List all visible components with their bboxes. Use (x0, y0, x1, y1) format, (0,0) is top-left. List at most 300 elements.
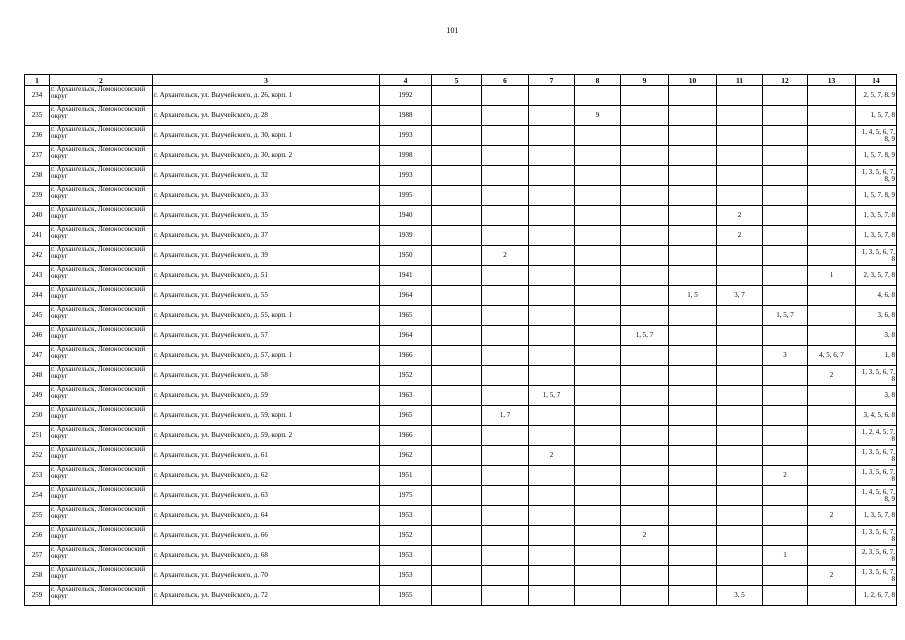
col7-cell (529, 166, 575, 186)
district-cell: г. Архангельск, Ломоносовский округ (50, 566, 153, 586)
col11-cell (717, 566, 763, 586)
col6-cell (482, 486, 529, 506)
district-cell: г. Архангельск, Ломоносовский округ (50, 446, 153, 466)
col13-cell: 2 (808, 506, 856, 526)
district-cell: г. Архангельск, Ломоносовский округ (50, 86, 153, 106)
district-cell: г. Архангельск, Ломоносовский округ (50, 426, 153, 446)
col9-cell (621, 586, 669, 606)
row-number: 249 (25, 386, 50, 406)
col6-cell (482, 106, 529, 126)
col8-cell (575, 166, 621, 186)
year-cell: 1964 (380, 286, 432, 306)
col10-cell (669, 446, 717, 466)
col11-cell (717, 526, 763, 546)
col5-cell (432, 126, 482, 146)
col5-cell (432, 166, 482, 186)
table-row (25, 586, 897, 606)
column-header-9: 9 (621, 75, 669, 86)
col12-cell (763, 266, 808, 286)
col8-cell (575, 286, 621, 306)
col9-cell (621, 426, 669, 446)
year-cell: 1966 (380, 426, 432, 446)
col12-cell (763, 326, 808, 346)
col7-cell (529, 286, 575, 306)
col14-cell: 1, 3, 5, 7, 8 (856, 206, 897, 226)
col5-cell (432, 346, 482, 366)
col12-cell: 3 (763, 346, 808, 366)
district-cell: г. Архангельск, Ломоносовский округ (50, 486, 153, 506)
col12-cell (763, 566, 808, 586)
column-header-8: 8 (575, 75, 621, 86)
row-number: 247 (25, 346, 50, 366)
col6-cell (482, 546, 529, 566)
table-row (25, 366, 897, 386)
col13-cell: 4, 5, 6, 7 (808, 346, 856, 366)
col6-cell (482, 446, 529, 466)
col14-cell: 1, 3, 5, 6, 7, 8 (856, 446, 897, 466)
col12-cell (763, 366, 808, 386)
col12-cell (763, 406, 808, 426)
address-cell: г. Архангельск, ул. Выучейского, д. 64 (153, 506, 380, 526)
col11-cell (717, 186, 763, 206)
col9-cell (621, 406, 669, 426)
col14-cell: 3, 6, 8 (856, 306, 897, 326)
year-cell: 1995 (380, 186, 432, 206)
col5-cell (432, 206, 482, 226)
table-row (25, 406, 897, 426)
col12-cell (763, 446, 808, 466)
col9-cell (621, 166, 669, 186)
col10-cell (669, 346, 717, 366)
col9-cell (621, 286, 669, 306)
row-number: 255 (25, 506, 50, 526)
col12-cell (763, 146, 808, 166)
col11-cell: 2 (717, 206, 763, 226)
col10-cell (669, 106, 717, 126)
col8-cell (575, 406, 621, 426)
col13-cell (808, 206, 856, 226)
year-cell: 1953 (380, 566, 432, 586)
col11-cell (717, 486, 763, 506)
col10-cell (669, 466, 717, 486)
col6-cell (482, 466, 529, 486)
col9-cell (621, 306, 669, 326)
col12-cell (763, 186, 808, 206)
row-number: 248 (25, 366, 50, 386)
col14-cell: 3, 8 (856, 326, 897, 346)
col13-cell (808, 526, 856, 546)
col6-cell (482, 346, 529, 366)
district-cell: г. Архангельск, Ломоносовский округ (50, 266, 153, 286)
col6-cell (482, 146, 529, 166)
col13-cell (808, 326, 856, 346)
row-number: 240 (25, 206, 50, 226)
year-cell: 1952 (380, 366, 432, 386)
row-number: 244 (25, 286, 50, 306)
table-row (25, 166, 897, 186)
col5-cell (432, 546, 482, 566)
district-cell: г. Архангельск, Ломоносовский округ (50, 506, 153, 526)
col14-cell: 2, 3, 5, 7, 8 (856, 266, 897, 286)
col14-cell: 1, 3, 5, 6, 7, 8, 9 (856, 166, 897, 186)
col5-cell (432, 146, 482, 166)
col7-cell (529, 106, 575, 126)
col7-cell (529, 466, 575, 486)
col5-cell (432, 486, 482, 506)
table-row (25, 86, 897, 106)
year-cell: 1952 (380, 526, 432, 546)
column-header-2: 2 (50, 75, 153, 86)
col7-cell (529, 586, 575, 606)
address-cell: г. Архангельск, ул. Выучейского, д. 32 (153, 166, 380, 186)
col8-cell (575, 186, 621, 206)
col9-cell (621, 386, 669, 406)
col6-cell (482, 326, 529, 346)
column-header-5: 5 (432, 75, 482, 86)
table-row (25, 186, 897, 206)
district-cell: г. Архангельск, Ломоносовский округ (50, 146, 153, 166)
col7-cell (529, 326, 575, 346)
table-row (25, 346, 897, 366)
col9-cell (621, 466, 669, 486)
row-number: 256 (25, 526, 50, 546)
col12-cell: 2 (763, 466, 808, 486)
col10-cell (669, 86, 717, 106)
district-cell: г. Архангельск, Ломоносовский округ (50, 166, 153, 186)
col5-cell (432, 406, 482, 426)
row-number: 241 (25, 226, 50, 246)
col8-cell (575, 386, 621, 406)
table-row (25, 126, 897, 146)
col5-cell (432, 586, 482, 606)
col11-cell (717, 346, 763, 366)
column-header-11: 11 (717, 75, 763, 86)
col14-cell: 1, 3, 5, 7, 8 (856, 226, 897, 246)
col7-cell (529, 306, 575, 326)
col14-cell: 1, 2, 4, 5, 7, 8 (856, 426, 897, 446)
col10-cell (669, 146, 717, 166)
row-number: 235 (25, 106, 50, 126)
col6-cell (482, 386, 529, 406)
col5-cell (432, 246, 482, 266)
address-cell: г. Архангельск, ул. Выучейского, д. 35 (153, 206, 380, 226)
col5-cell (432, 306, 482, 326)
col7-cell (529, 146, 575, 166)
col12-cell (763, 506, 808, 526)
table-row (25, 466, 897, 486)
col8-cell (575, 126, 621, 146)
address-cell: г. Архангельск, ул. Выучейского, д. 58 (153, 366, 380, 386)
col11-cell (717, 306, 763, 326)
col14-cell: 2, 5, 7, 8, 9 (856, 86, 897, 106)
col13-cell (808, 106, 856, 126)
col7-cell (529, 206, 575, 226)
col14-cell: 1, 3, 5, 7, 8 (856, 506, 897, 526)
col13-cell (808, 426, 856, 446)
col7-cell (529, 266, 575, 286)
col8-cell (575, 426, 621, 446)
col13-cell (808, 386, 856, 406)
col10-cell (669, 326, 717, 346)
col9-cell (621, 506, 669, 526)
col6-cell (482, 186, 529, 206)
table-body (25, 86, 897, 606)
col10-cell (669, 586, 717, 606)
year-cell: 1993 (380, 126, 432, 146)
column-header-13: 13 (808, 75, 856, 86)
col9-cell (621, 246, 669, 266)
col14-cell: 1, 3, 5, 6, 7, 8 (856, 526, 897, 546)
col14-cell: 1, 5, 7, 8, 9 (856, 146, 897, 166)
col8-cell (575, 86, 621, 106)
col5-cell (432, 506, 482, 526)
row-number: 258 (25, 566, 50, 586)
col10-cell (669, 406, 717, 426)
col11-cell (717, 146, 763, 166)
col13-cell: 2 (808, 366, 856, 386)
column-header-4: 4 (380, 75, 432, 86)
district-cell: г. Архангельск, Ломоносовский округ (50, 186, 153, 206)
column-header-12: 12 (763, 75, 808, 86)
address-cell: г. Архангельск, ул. Выучейского, д. 51 (153, 266, 380, 286)
district-cell: г. Архангельск, Ломоносовский округ (50, 126, 153, 146)
column-header-6: 6 (482, 75, 529, 86)
col13-cell: 2 (808, 566, 856, 586)
col9-cell (621, 146, 669, 166)
col7-cell (529, 86, 575, 106)
col5-cell (432, 106, 482, 126)
district-cell: г. Архангельск, Ломоносовский округ (50, 226, 153, 246)
col8-cell (575, 446, 621, 466)
district-cell: г. Архангельск, Ломоносовский округ (50, 346, 153, 366)
header-row (25, 75, 897, 86)
address-cell: г. Архангельск, ул. Выучейского, д. 30, корп. 2 (153, 146, 380, 166)
col12-cell (763, 166, 808, 186)
column-header-7: 7 (529, 75, 575, 86)
col12-cell (763, 246, 808, 266)
col8-cell (575, 146, 621, 166)
row-number: 251 (25, 426, 50, 446)
table-row (25, 486, 897, 506)
col12-cell (763, 586, 808, 606)
col5-cell (432, 266, 482, 286)
col13-cell (808, 466, 856, 486)
col9-cell (621, 346, 669, 366)
col9-cell (621, 566, 669, 586)
col12-cell: 1 (763, 546, 808, 566)
col14-cell: 1, 4, 5, 6, 7, 8, 9 (856, 126, 897, 146)
col7-cell (529, 506, 575, 526)
district-cell: г. Архангельск, Ломоносовский округ (50, 286, 153, 306)
col8-cell: 9 (575, 106, 621, 126)
col9-cell (621, 366, 669, 386)
row-number: 252 (25, 446, 50, 466)
col7-cell (529, 366, 575, 386)
col8-cell (575, 226, 621, 246)
col13-cell (808, 486, 856, 506)
col11-cell (717, 106, 763, 126)
col10-cell (669, 546, 717, 566)
col11-cell (717, 386, 763, 406)
year-cell: 1950 (380, 246, 432, 266)
col10-cell: 1, 5 (669, 286, 717, 306)
col7-cell (529, 426, 575, 446)
row-number: 236 (25, 126, 50, 146)
table-row (25, 146, 897, 166)
col7-cell (529, 346, 575, 366)
district-cell: г. Архангельск, Ломоносовский округ (50, 546, 153, 566)
address-cell: г. Архангельск, ул. Выучейского, д. 59, корп. 2 (153, 426, 380, 446)
col13-cell (808, 146, 856, 166)
district-cell: г. Архангельск, Ломоносовский округ (50, 386, 153, 406)
col6-cell (482, 126, 529, 146)
col14-cell: 1, 8 (856, 346, 897, 366)
table-row (25, 206, 897, 226)
address-cell: г. Архангельск, ул. Выучейского, д. 28 (153, 106, 380, 126)
col5-cell (432, 286, 482, 306)
col5-cell (432, 366, 482, 386)
col10-cell (669, 386, 717, 406)
col6-cell (482, 426, 529, 446)
column-header-14: 14 (856, 75, 897, 86)
address-cell: г. Архангельск, ул. Выучейского, д. 68 (153, 546, 380, 566)
address-cell: г. Архангельск, ул. Выучейского, д. 30, корп. 1 (153, 126, 380, 146)
col5-cell (432, 526, 482, 546)
table-row (25, 546, 897, 566)
col8-cell (575, 246, 621, 266)
col9-cell (621, 206, 669, 226)
address-cell: г. Архангельск, ул. Выучейского, д. 63 (153, 486, 380, 506)
col9-cell (621, 266, 669, 286)
year-cell: 1993 (380, 166, 432, 186)
col6-cell (482, 166, 529, 186)
col11-cell (717, 326, 763, 346)
col13-cell (808, 446, 856, 466)
col13-cell (808, 306, 856, 326)
col13-cell (808, 126, 856, 146)
table-row (25, 106, 897, 126)
table-row (25, 246, 897, 266)
table-row (25, 326, 897, 346)
col6-cell (482, 526, 529, 546)
col14-cell: 1, 3, 5, 6, 7, 8 (856, 566, 897, 586)
col8-cell (575, 586, 621, 606)
col6-cell (482, 366, 529, 386)
col6-cell: 2 (482, 246, 529, 266)
col9-cell (621, 486, 669, 506)
district-cell: г. Архангельск, Ломоносовский округ (50, 366, 153, 386)
col13-cell (808, 186, 856, 206)
col8-cell (575, 466, 621, 486)
col5-cell (432, 566, 482, 586)
row-number: 257 (25, 546, 50, 566)
col10-cell (669, 226, 717, 246)
district-cell: г. Архангельск, Ломоносовский округ (50, 526, 153, 546)
col7-cell (529, 526, 575, 546)
col5-cell (432, 326, 482, 346)
col10-cell (669, 566, 717, 586)
address-cell: г. Архангельск, ул. Выучейского, д. 61 (153, 446, 380, 466)
col12-cell (763, 106, 808, 126)
col9-cell (621, 86, 669, 106)
col8-cell (575, 486, 621, 506)
column-header-1: 1 (25, 75, 50, 86)
district-cell: г. Архангельск, Ломоносовский округ (50, 406, 153, 426)
address-cell: г. Архангельск, ул. Выучейского, д. 37 (153, 226, 380, 246)
col7-cell: 2 (529, 446, 575, 466)
col10-cell (669, 206, 717, 226)
col12-cell (763, 526, 808, 546)
col8-cell (575, 506, 621, 526)
col14-cell: 4, 6, 8 (856, 286, 897, 306)
col8-cell (575, 266, 621, 286)
district-cell: г. Архангельск, Ломоносовский округ (50, 246, 153, 266)
col10-cell (669, 126, 717, 146)
col14-cell: 1, 5, 7, 8, 9 (856, 186, 897, 206)
col6-cell (482, 286, 529, 306)
col13-cell (808, 226, 856, 246)
col10-cell (669, 526, 717, 546)
col10-cell (669, 186, 717, 206)
col14-cell: 1, 2, 6, 7, 8 (856, 586, 897, 606)
col6-cell (482, 266, 529, 286)
table-row (25, 446, 897, 466)
row-number: 237 (25, 146, 50, 166)
table-row (25, 306, 897, 326)
col11-cell (717, 126, 763, 146)
year-cell: 1962 (380, 446, 432, 466)
col8-cell (575, 546, 621, 566)
address-cell: г. Архангельск, ул. Выучейского, д. 59 (153, 386, 380, 406)
year-cell: 1966 (380, 346, 432, 366)
col9-cell (621, 226, 669, 246)
col13-cell (808, 406, 856, 426)
row-number: 243 (25, 266, 50, 286)
col6-cell (482, 306, 529, 326)
col12-cell (763, 226, 808, 246)
district-cell: г. Архангельск, Ломоносовский округ (50, 466, 153, 486)
col7-cell (529, 566, 575, 586)
col7-cell: 1, 5, 7 (529, 386, 575, 406)
table-row (25, 226, 897, 246)
col7-cell (529, 226, 575, 246)
col14-cell: 1, 3, 5, 6, 7, 8 (856, 366, 897, 386)
col9-cell: 1, 5, 7 (621, 326, 669, 346)
address-cell: г. Архангельск, ул. Выучейского, д. 59, корп. 1 (153, 406, 380, 426)
col9-cell (621, 446, 669, 466)
address-cell: г. Архангельск, ул. Выучейского, д. 55, корп. 1 (153, 306, 380, 326)
col12-cell (763, 426, 808, 446)
district-cell: г. Архангельск, Ломоносовский округ (50, 206, 153, 226)
col5-cell (432, 186, 482, 206)
district-cell: г. Архангельск, Ломоносовский округ (50, 326, 153, 346)
col8-cell (575, 206, 621, 226)
col9-cell (621, 106, 669, 126)
col11-cell (717, 246, 763, 266)
col14-cell: 1, 3, 5, 6, 7, 8 (856, 466, 897, 486)
col14-cell: 1, 3, 5, 6, 7, 8 (856, 246, 897, 266)
row-number: 239 (25, 186, 50, 206)
col12-cell (763, 386, 808, 406)
col6-cell (482, 566, 529, 586)
col11-cell (717, 366, 763, 386)
year-cell: 1939 (380, 226, 432, 246)
col11-cell: 2 (717, 226, 763, 246)
col7-cell (529, 186, 575, 206)
col11-cell (717, 86, 763, 106)
col13-cell (808, 166, 856, 186)
col11-cell: 3, 7 (717, 286, 763, 306)
